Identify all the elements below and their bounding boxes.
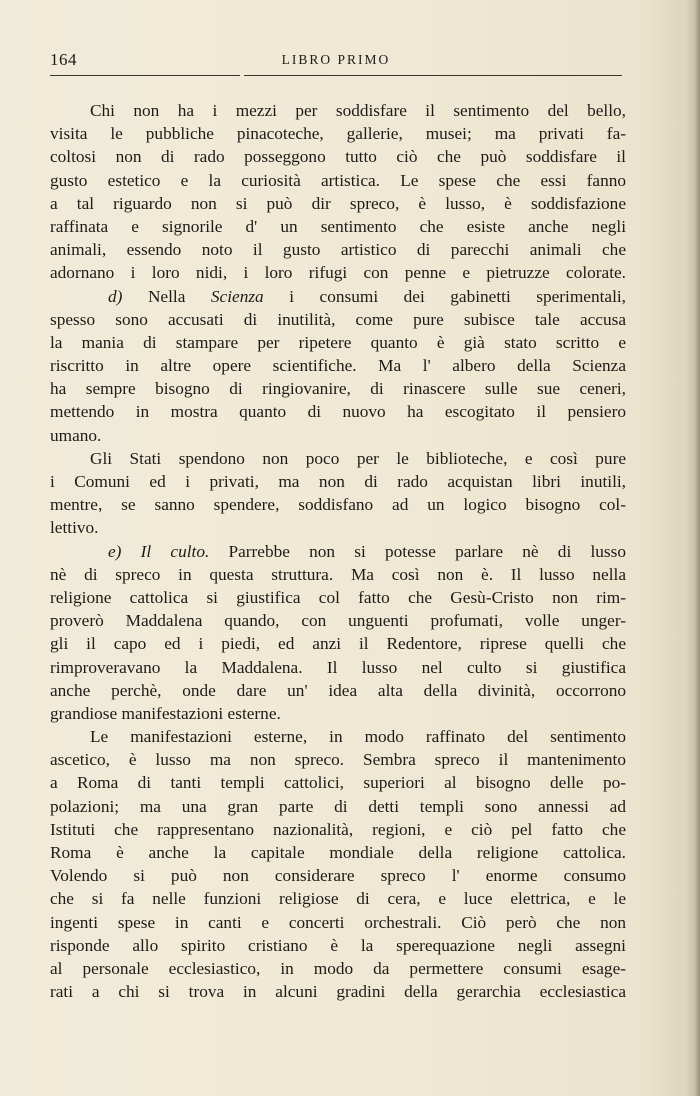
text-line: lettivo. [50,518,99,538]
section-e-line [50,540,626,563]
text-line: i Comuni ed i privati, ma non di rado acquistan libri inutili, [50,472,626,491]
header-rule-right [244,75,622,76]
section-text: i consumi dei gabinetti sperimentali, [289,286,626,306]
text-line: Gli Stati spendono non poco per le biblioteche, e così pure [90,448,626,468]
text-line: rati a chi si trova in alcuni gradini della gerarchia ecclesiastica [50,982,626,1002]
section-label: d) [108,286,123,306]
text-line: ha sempre bisogno di ringiovanire, di rinascere sulle sue ceneri, [50,379,626,399]
text-line: ingenti spese in canti e concerti orchestrali. Ciò però che non [50,912,626,932]
text-line: ascetico, è lusso ma non spreco. Sembra spreco il mantenimento [50,750,626,770]
section-label: e) Il culto. [108,541,210,561]
text-line: grandiose manifestazioni esterne. [50,703,281,723]
text-line: che si fa nelle funzioni religiose di cera, e luce elettrica, e le [50,889,626,909]
text-line: umano. [50,425,102,445]
text-line: rimproveravano la Maddalena. Il lusso nel culto si giustifica [50,657,626,677]
page-number: 164 [50,50,77,69]
text-line: raffinata e signorile d' un sentimento che esiste anche negli [50,216,626,236]
text-line: Roma è anche la capitale mondiale della religione cattolica. [50,843,626,862]
text-line: animali, essendo noto il gusto artistico di parecchi animali che [50,240,626,260]
text-line: mentre, se sanno spendere, soddisfano ad un logico bisogno col- [50,495,626,515]
page-header [50,48,622,70]
running-title: LIBRO PRIMO [281,52,391,67]
text-line: polazioni; ma una gran parte di detti templi sono annessi ad [50,796,626,816]
page-edge-shadow [686,0,700,1096]
text-line: nè di spreco in questa struttura. Ma così non è. Il lusso nella [50,564,626,584]
text-line: mettendo in mostra quanto di nuovo ha escogitato il pensiero [50,402,626,422]
text-line: al personale ecclesiastico, in modo da permettere consumi esage- [50,958,626,978]
text-line: risponde allo spirito cristiano è la sperequazione negli assegni [50,935,626,955]
text-line: a tal riguardo non si può dir spreco, è lusso, è soddisfazione [50,193,626,213]
text-line: riscritto in altre opere scientifiche. Ma l' albero della Scienza [50,356,626,376]
text-line: a Roma di tanti templi cattolici, superiori al bisogno delle po- [50,773,626,793]
section-title: Scienza [210,286,264,306]
text-line: religione cattolica si giustifica col fatto che Gesù-Cristo non rim- [50,587,626,607]
section-text: Parrebbe non si potesse parlare nè di lusso [228,541,626,561]
body-text [50,99,626,1003]
text-line: Chi non ha i mezzi per soddisfare il sentimento del bello, [90,101,626,120]
text-line: spesso sono accusati di inutilità, come pure subisce tale accusa [50,309,626,329]
text-line: Istituti che rappresentano nazionalità, regioni, e ciò pel fatto che [50,819,626,839]
header-rule-left [50,75,240,76]
text-line: anche perchè, onde dare un' idea alta della divinità, occorrono [50,680,626,700]
section-d-line [50,285,626,308]
text-line: Volendo si può non considerare spreco l' enorme consumo [50,866,626,886]
text-line: gusto estetico e la curiosità artistica. Le spese che essi fanno [50,170,626,190]
text-line: la mania di stampare per ripetere quanto è già stato scritto e [50,332,626,352]
text-line: Le manifestazioni esterne, in modo raffinato del sentimento [90,727,626,747]
text-line: gli il capo ed i piedi, ed anzi il Redentore, riprese quelli che [50,634,626,654]
text-line: coltosi non di rado posseggono tutto ciò che può soddisfare il [50,147,626,167]
text-line: adornano i loro nidi, i loro rifugi con penne e pietruzze colorate. [50,263,626,283]
text-line: proverò Maddalena quando, con unguenti profumati, volle unger- [50,611,626,631]
section-prefix: Nella [147,286,186,306]
text-line: visita le pubbliche pinacoteche, gallerie, musei; ma privati fa- [50,124,626,144]
